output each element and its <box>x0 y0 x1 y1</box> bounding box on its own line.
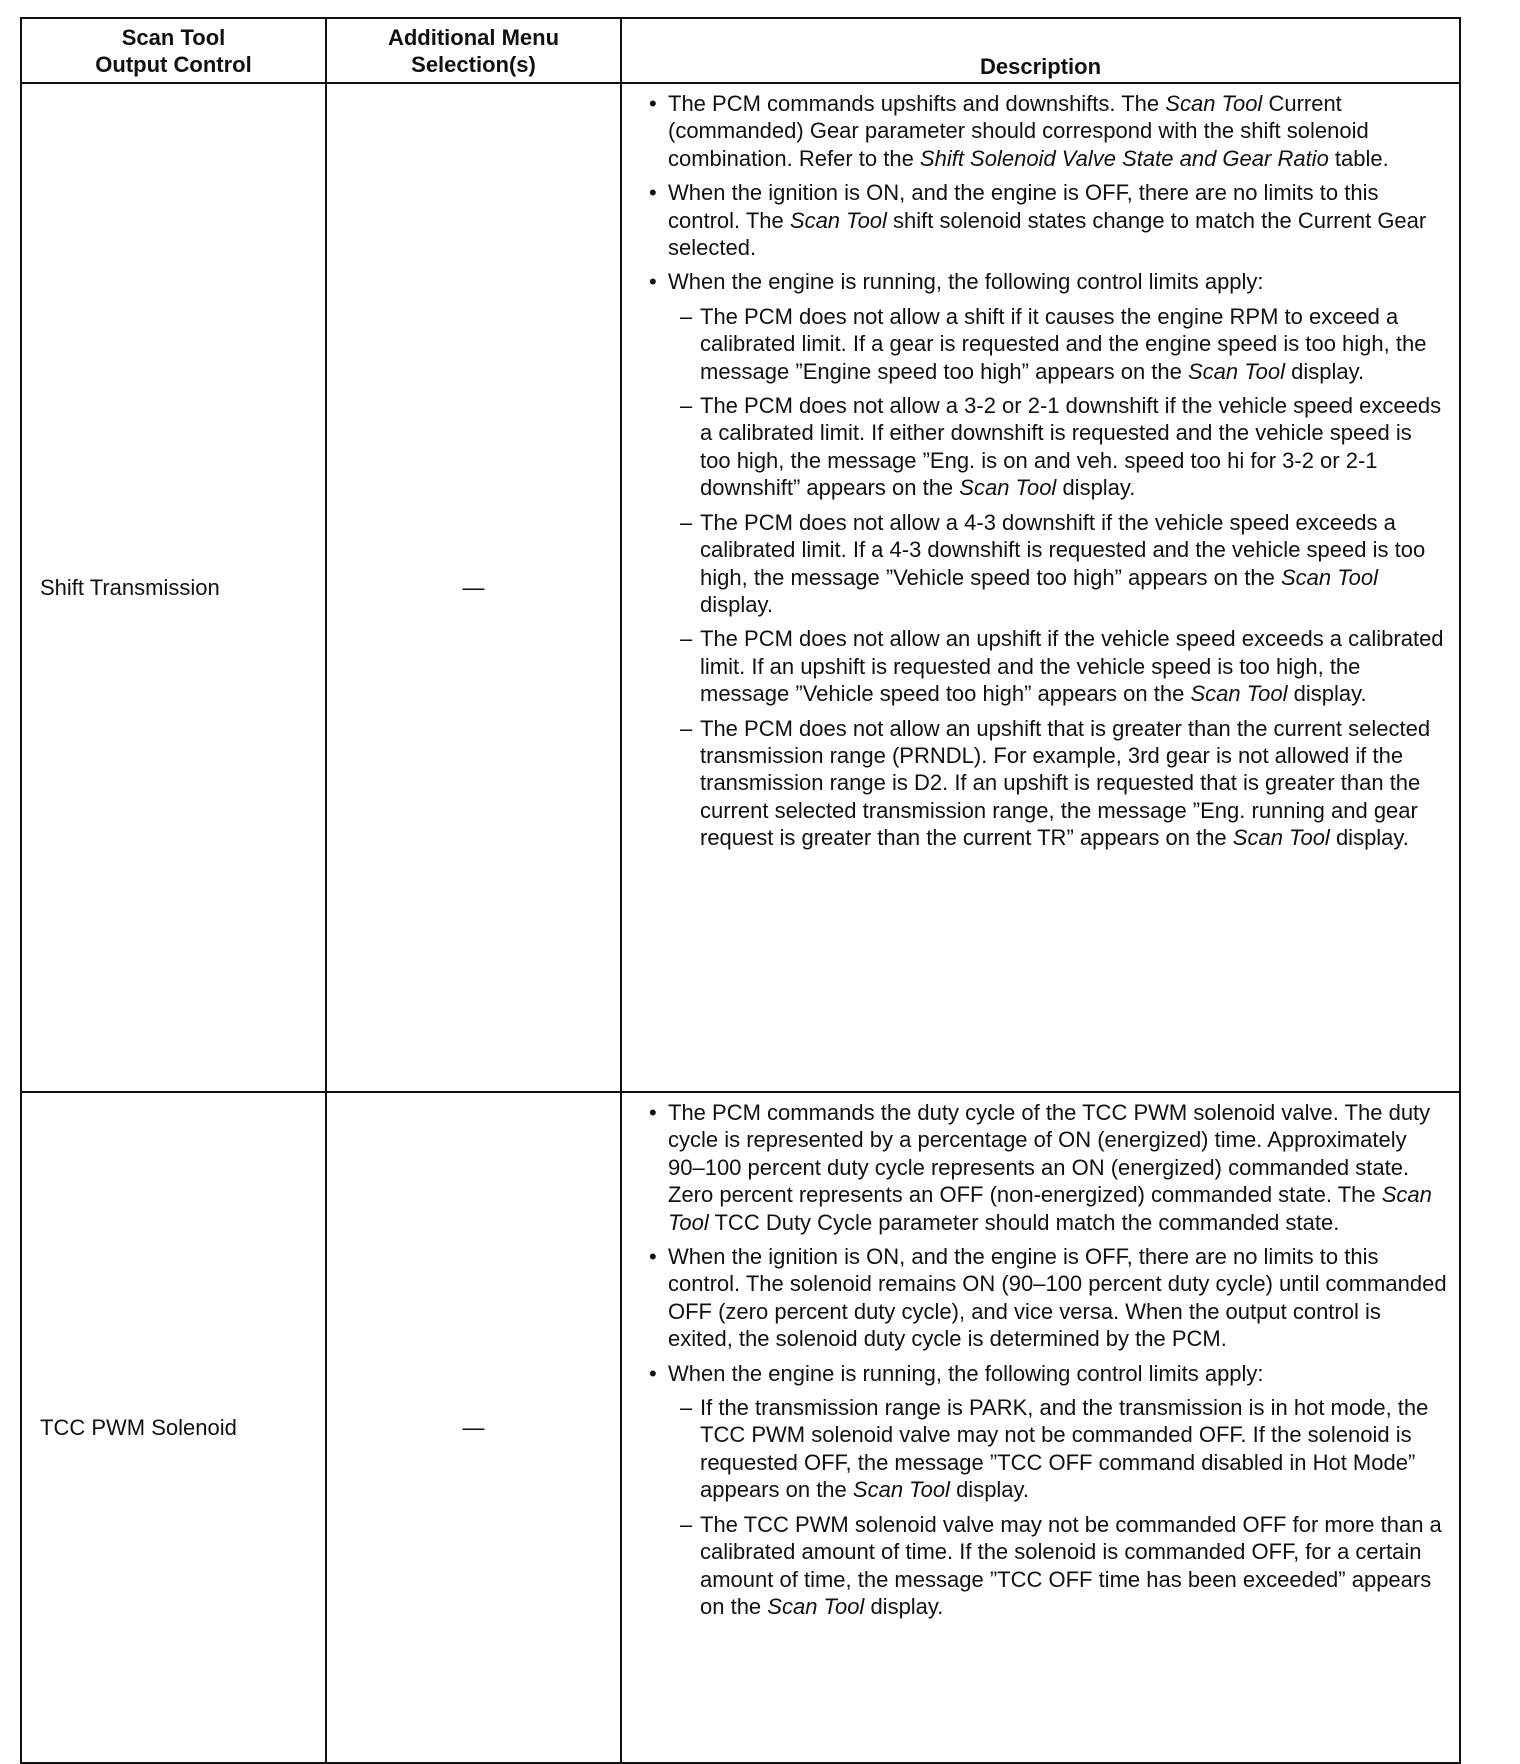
text: Current (commanded) Gear parameter should correspond with the shift solenoid combination. Refer to the <box>668 91 1369 171</box>
output-control-cell <box>21 1092 326 1763</box>
text: If the transmission range is PARK, and the transmission is in hot mode, the TCC PWM solenoid valve may not be commanded OFF. If the solenoid is requested OFF, the message ”TCC OFF command disabled in Hot Mode” appears on the <box>700 1395 1429 1503</box>
italic-text: Scan Tool <box>789 207 887 233</box>
italic-text: Scan Tool <box>1232 825 1330 851</box>
sub-item <box>622 625 1447 707</box>
output-control-name: TCC PWM Solenoid <box>40 1414 237 1440</box>
sub-item <box>622 509 1447 619</box>
text: table. <box>1328 145 1389 171</box>
header-label: Description <box>979 54 1102 79</box>
text: display. <box>1329 825 1409 851</box>
text: The PCM commands upshifts and downshifts. The <box>668 91 1166 116</box>
menu-selection-cell <box>326 83 621 1092</box>
header-additional-menu-selections <box>326 18 621 83</box>
bullet-item <box>622 1243 1447 1353</box>
italic-text: Scan Tool <box>767 1593 865 1619</box>
header-row <box>21 18 1460 83</box>
menu-selection-value: — <box>462 574 485 600</box>
header-label: Scan Tool Output Control <box>95 24 252 77</box>
bullet-item <box>622 268 1447 295</box>
header-scan-tool-output-control <box>21 18 326 83</box>
text: The PCM does not allow a 3-2 or 2-1 downshift if the vehicle speed exceeds a calibrated limit. If either downshift is requested and the vehicle speed is too high, the message ”Eng. is on and veh. speed too hi for 3-2 or 2-1 downshift” appears on the <box>700 393 1442 501</box>
bullet-item <box>622 179 1447 261</box>
description-cell <box>621 83 1460 1092</box>
italic-text: Shift Solenoid Valve State and Gear Ratio <box>919 145 1329 171</box>
text: The PCM does not allow an upshift that is greater than the current selected transmission range (PRNDL). For example, 3rd gear is not allowed if the transmission range is D2. If an upshift is requested that is greater than the current selected transmission range, the message ”Eng. running and gear request is greater than the current TR” appears on the <box>700 715 1431 851</box>
text: display. <box>1056 475 1136 501</box>
header-description <box>621 18 1460 83</box>
text: The PCM does not allow a shift if it causes the engine RPM to exceed a calibrated limit. If a gear is requested and the engine speed is too high, the message ”Engine speed too high” appears on the <box>700 303 1427 384</box>
bullet-item <box>622 1360 1447 1387</box>
text: The PCM commands the duty cycle of the TCC PWM solenoid valve. The duty cycle is represented by a percentage of ON (energized) time. Approximately 90–100 percent duty cycle represents an ON (energized) commanded state. Zero percent represents an OFF (non-energized) commanded state. The <box>668 1100 1431 1208</box>
text: When the engine is running, the following control limits apply: <box>668 269 1264 295</box>
sub-item <box>622 1511 1447 1621</box>
text: display. <box>864 1593 944 1619</box>
sub-item <box>622 715 1447 852</box>
text: The TCC PWM solenoid valve may not be commanded OFF for more than a calibrated amount of time. If the solenoid is commanded OFF, for a certain amount of time, the message ”TCC OFF time has been exceeded” appears on the <box>700 1511 1442 1619</box>
table-row <box>21 1092 1460 1763</box>
output-control-cell <box>21 83 326 1092</box>
text: display. <box>949 1477 1030 1503</box>
italic-text: Scan Tool <box>1280 564 1378 590</box>
output-control-name: Shift Transmission <box>40 574 220 600</box>
italic-text: Scan Tool <box>959 475 1057 501</box>
sub-item <box>622 303 1447 385</box>
scan-tool-output-control-table <box>20 17 1461 1764</box>
text: The PCM does not allow a 4-3 downshift if the vehicle speed exceeds a calibrated limit. If a 4-3 downshift is requested and the vehicle speed is too high, the message ”Vehicle speed too high” appears on the <box>700 509 1426 590</box>
text: The PCM does not allow an upshift if the vehicle speed exceeds a calibrated limit. If an upshift is requested and the vehicle speed is too high, the message ”Vehicle speed too high” appears on the <box>700 626 1444 707</box>
text: display. <box>700 591 773 617</box>
italic-text: Scan Tool <box>1188 358 1286 384</box>
bullet-item <box>622 1099 1447 1236</box>
header-label: Additional Menu Selection(s) <box>387 24 560 77</box>
text: display. <box>1285 358 1365 384</box>
sub-item <box>622 1394 1447 1504</box>
sub-item <box>622 392 1447 502</box>
text: When the ignition is ON, and the engine is OFF, there are no limits to this control. The <box>668 180 1379 233</box>
text: TCC Duty Cycle parameter should match the commanded state. <box>708 1209 1340 1235</box>
description-cell <box>621 1092 1460 1763</box>
bullet-item <box>622 90 1447 172</box>
italic-text: Scan Tool <box>852 1477 950 1503</box>
menu-selection-cell <box>326 1092 621 1763</box>
italic-text: Scan Tool <box>668 1182 1432 1235</box>
text: display. <box>1287 681 1367 707</box>
italic-text: Scan Tool <box>1165 91 1263 116</box>
table-row <box>21 83 1460 1092</box>
italic-text: Scan Tool <box>1190 681 1288 707</box>
text: When the engine is running, the following control limits apply: <box>668 1360 1264 1386</box>
text: shift solenoid states change to match the Current Gear selected. <box>668 207 1427 261</box>
text: When the ignition is ON, and the engine is OFF, there are no limits to this control. The solenoid remains ON (90–100 percent duty cycle) until commanded OFF (zero percent duty cycle), and vice versa. When the output control is exited, the solenoid duty cycle is determined by the PCM. <box>668 1244 1447 1352</box>
menu-selection-value: — <box>462 1414 485 1440</box>
